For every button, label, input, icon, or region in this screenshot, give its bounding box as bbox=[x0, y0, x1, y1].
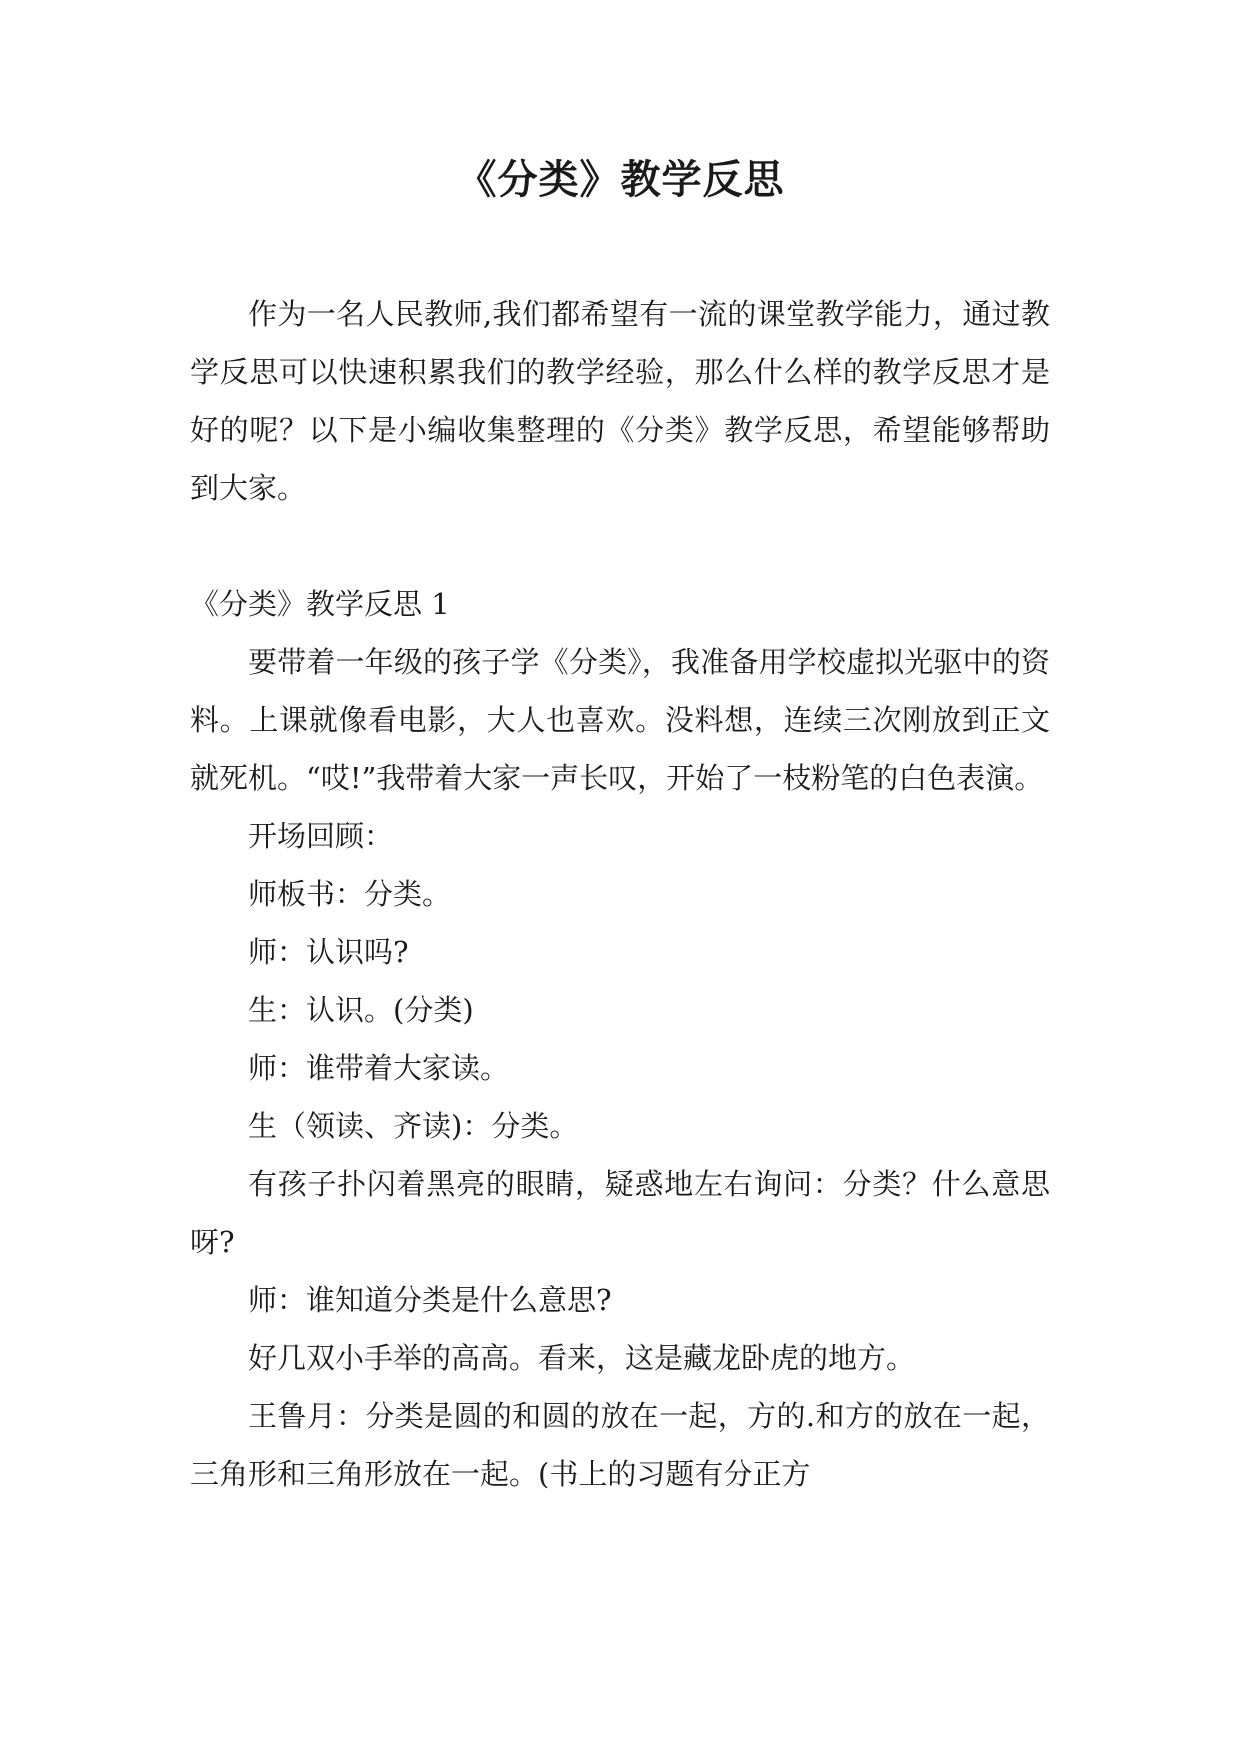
document-title: 《分类》教学反思 bbox=[456, 157, 785, 203]
intro-paragraph: 作为一名人民教师,我们都希望有一流的课堂教学能力，通过教学反思可以快速积累我们的教学经验，那么什么样的教学反思才是好的呢？以下是小编收集整理的《分类》教学反思，希望能够帮助到大家。 bbox=[190, 297, 1050, 505]
document-body bbox=[190, 285, 1050, 1503]
body-paragraph: 师：谁知道分类是什么意思? bbox=[248, 1283, 612, 1317]
body-paragraph: 师：认识吗? bbox=[248, 935, 409, 969]
body-paragraph: 师板书：分类。 bbox=[248, 877, 452, 911]
body-paragraph: 要带着一年级的孩子学《分类》，我准备用学校虚拟光驱中的资料。上课就像看电影，大人也喜欢。没料想，连续三次刚放到正文就死机。“哎!”我带着大家一声长叹，开始了一枝粉笔的白色表演。 bbox=[190, 645, 1050, 795]
body-paragraph: 好几双小手举的高高。看来，这是藏龙卧虎的地方。 bbox=[248, 1341, 916, 1375]
body-paragraph: 王鲁月：分类是圆的和圆的放在一起，方的.和方的放在一起，三角形和三角形放在一起。(书上的习题有分正方 bbox=[190, 1399, 1050, 1491]
section-heading: 《分类》教学反思 1 bbox=[190, 587, 450, 621]
body-paragraph: 有孩子扑闪着黑亮的眼睛，疑惑地左右询问：分类？什么意思呀? bbox=[190, 1167, 1050, 1259]
body-paragraph: 生：认识。(分类) bbox=[248, 993, 474, 1027]
body-paragraph: 生（领读、齐读)：分类。 bbox=[248, 1109, 579, 1143]
body-paragraph: 开场回顾： bbox=[248, 819, 394, 853]
body-paragraph: 师：谁带着大家读。 bbox=[248, 1051, 510, 1085]
